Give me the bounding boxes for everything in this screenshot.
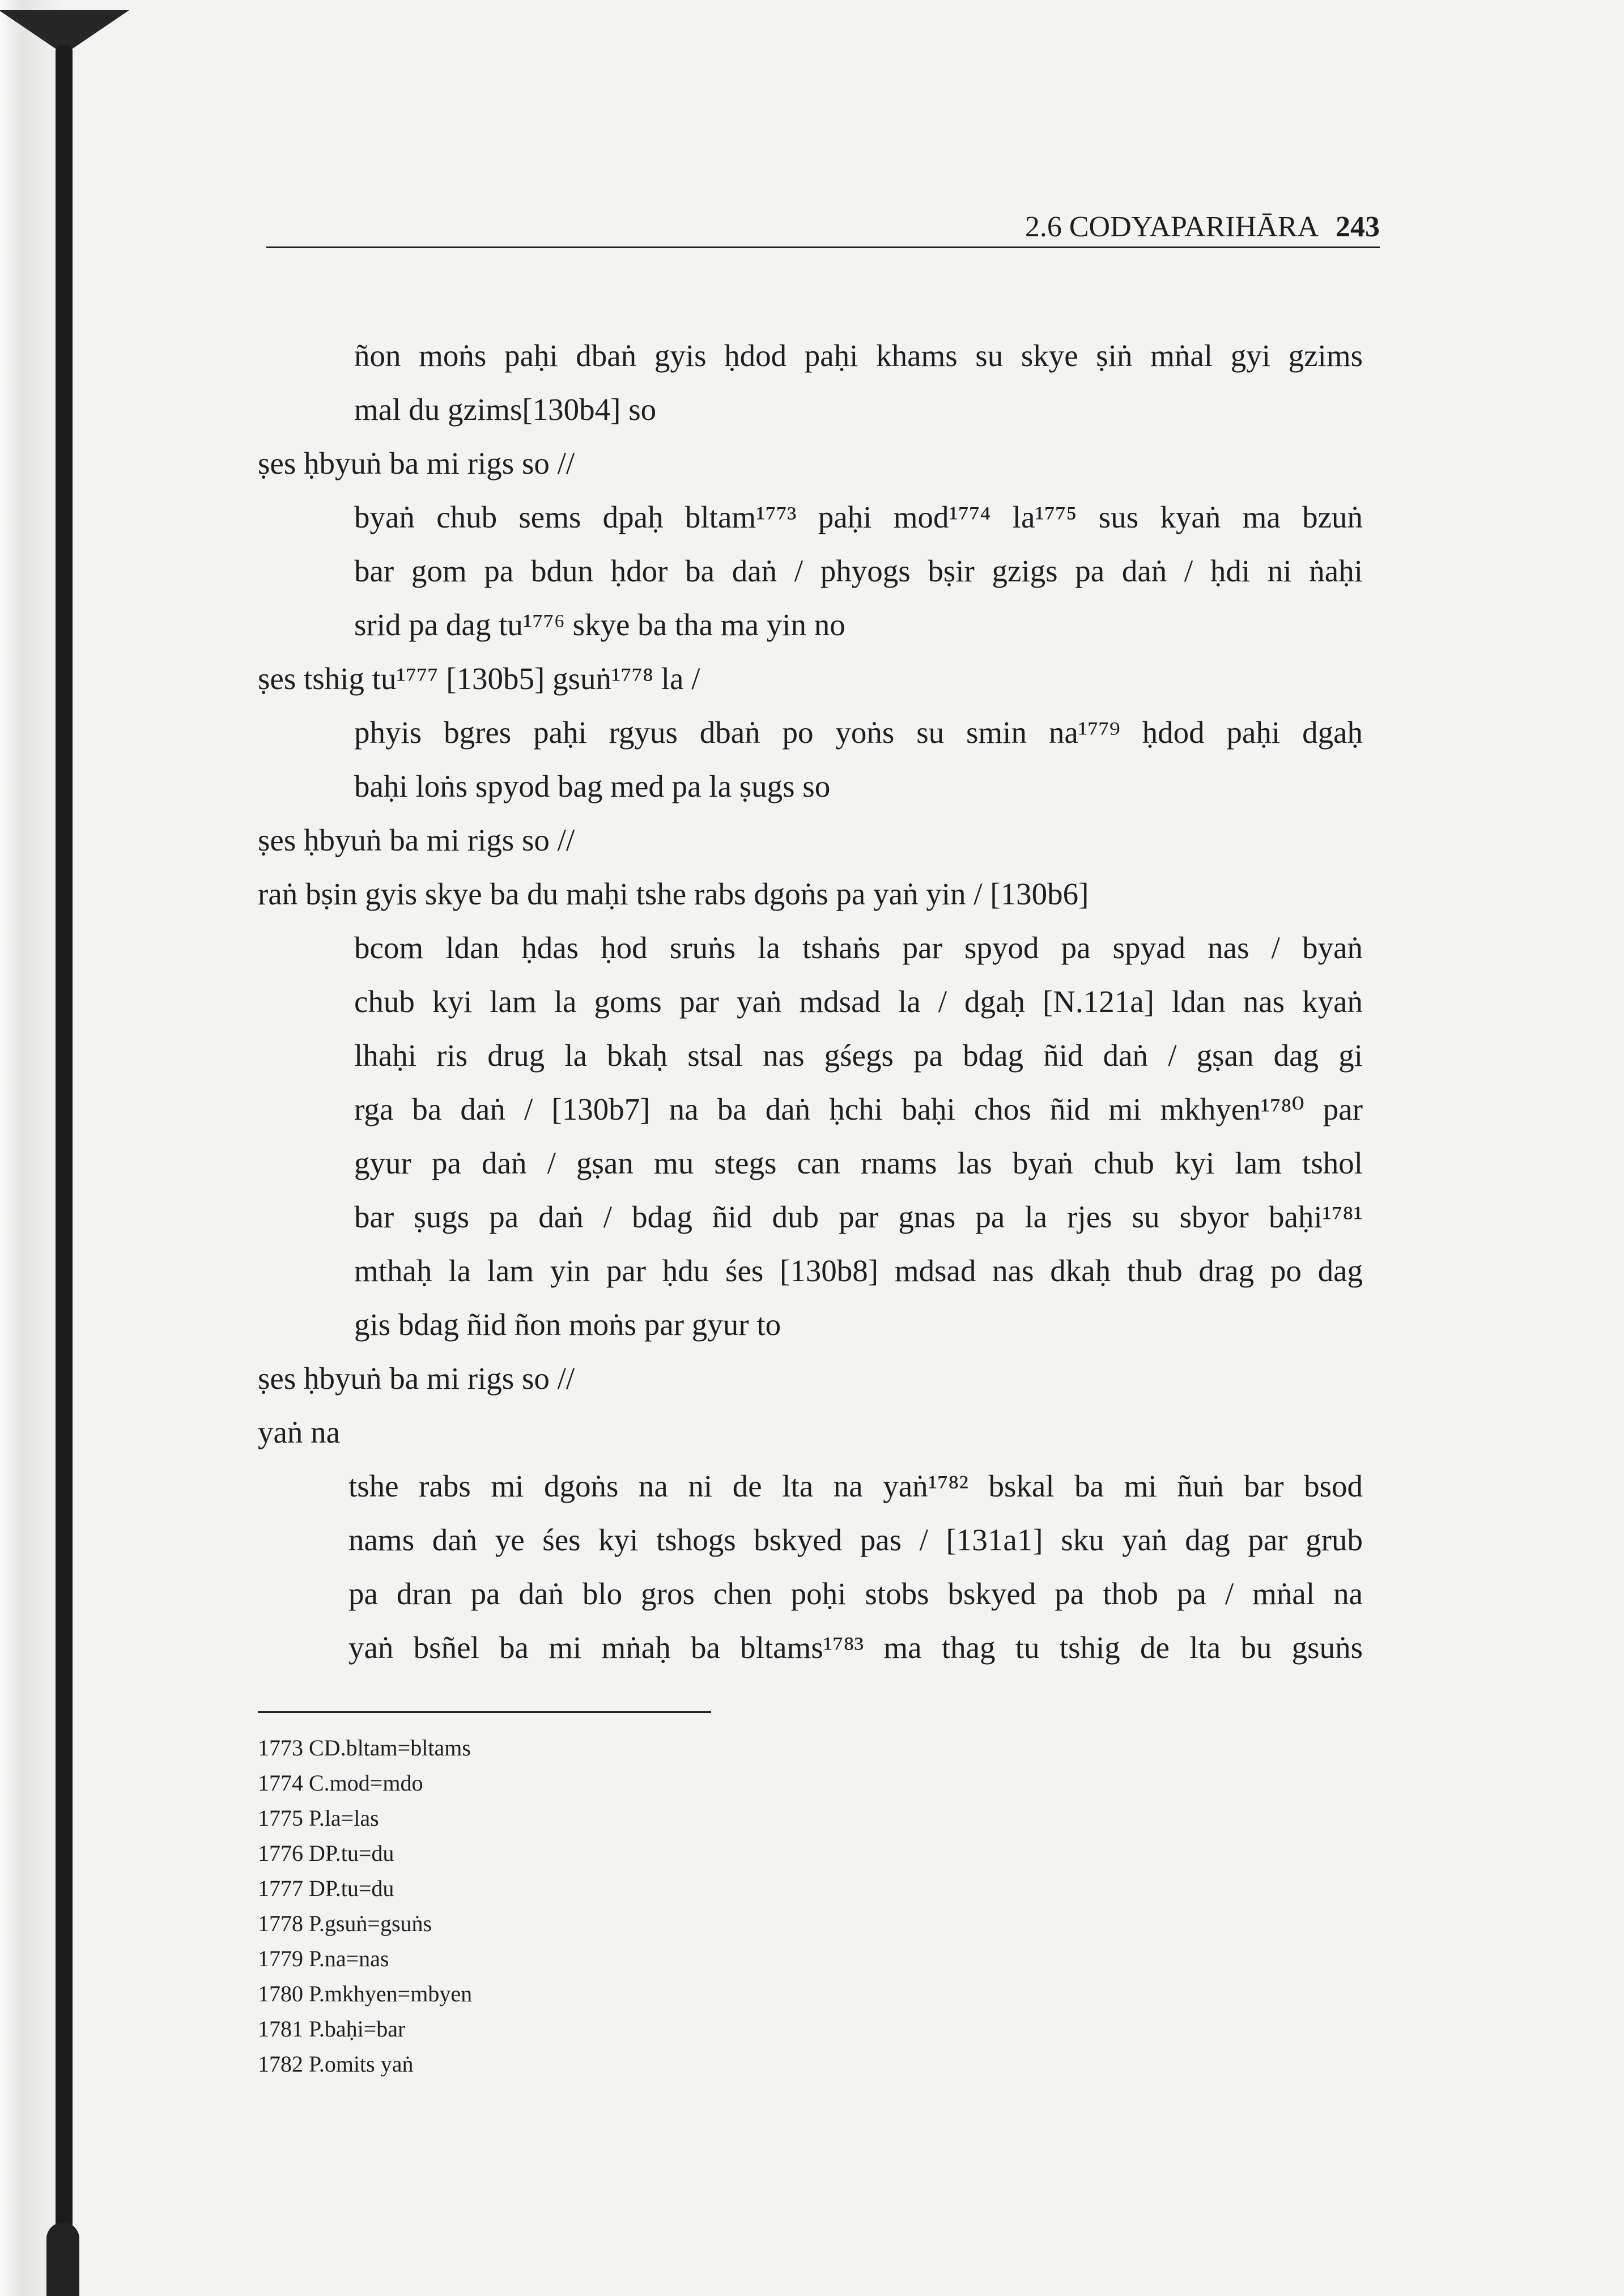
text-line: phyis bgres paḥi rgyus dbaṅ po yoṅs su smin na¹⁷⁷⁹ ḥdod paḥi dgaḥ: [354, 716, 1363, 750]
footnote: 1776 DP.tu=du: [258, 1840, 394, 1866]
text-line: raṅ bṣin gyis skye ba du maḥi tshe rabs dgoṅs pa yaṅ yin / [130b6]: [258, 877, 1089, 911]
footnote: 1780 P.mkhyen=mbyen: [258, 1981, 473, 2006]
running-header-text: [1025, 210, 1380, 245]
text-line: bar gom pa bdun ḥdor ba daṅ / phyogs bṣir gzigs pa daṅ / ḥdi ni ṅaḥi: [354, 554, 1363, 588]
book-binding-edge: [0, 0, 63, 2296]
page-number: 243: [1336, 211, 1380, 243]
footnote: 1781 P.baḥi=bar: [258, 2016, 406, 2042]
footnote: 1778 P.gsuṅ=gsuṅs: [258, 1911, 432, 1936]
footnote: 1773 CD.bltam=bltams: [258, 1735, 471, 1761]
text-line: ṣes tshig tu¹⁷⁷⁷ [130b5] gsuṅ¹⁷⁷⁸ la /: [258, 662, 700, 696]
footnote: 1782 P.omits yaṅ: [258, 2051, 414, 2077]
text-line: chub kyi lam la goms par yaṅ mdsad la / dgaḥ [N.121a] ldan nas kyaṅ: [354, 985, 1363, 1019]
footnote-rule: [258, 1711, 711, 1713]
text-line: bcom ldan ḥdas ḥod sruṅs la tshaṅs par spyod pa spyad nas / byaṅ: [354, 931, 1363, 965]
running-header: [266, 210, 1380, 245]
text-line: yaṅ na: [258, 1415, 341, 1449]
text-line: lhaḥi ris drug la bkaḥ stsal nas gśegs pa bdag ñid daṅ / gṣan dag gi: [354, 1039, 1363, 1073]
text-line: gyur pa daṅ / gṣan mu stegs can rnams las byaṅ chub kyi lam tshol: [354, 1146, 1363, 1180]
text-line: mthaḥ la lam yin par ḥdu śes [130b8] mdsad nas dkaḥ thub drag po dag: [354, 1254, 1363, 1288]
text-line: pa dran pa daṅ blo gros chen poḥi stobs bskyed pa thob pa / mṅal na: [348, 1577, 1363, 1611]
text-line: ṣes ḥbyuṅ ba mi rigs so //: [258, 447, 575, 481]
text-line: gis bdag ñid ñon moṅs par gyur to: [354, 1308, 781, 1342]
text-line: yaṅ bsñel ba mi mṅaḥ ba bltams¹⁷⁸³ ma thag tu tshig de lta bu gsuṅs: [348, 1631, 1363, 1665]
header-rule: [266, 246, 1380, 248]
footnote: 1774 C.mod=mdo: [258, 1770, 423, 1796]
binding-bottom-clip: [46, 2222, 79, 2296]
text-line: baḥi loṅs spyod bag med pa la ṣugs so: [354, 769, 831, 803]
text-line: bar ṣugs pa daṅ / bdag ñid dub par gnas pa la rjes su sbyor baḥi¹⁷⁸¹: [354, 1200, 1363, 1234]
text-line: byaṅ chub sems dpaḥ bltam¹⁷⁷³ paḥi mod¹⁷⁷⁴ la¹⁷⁷⁵ sus kyaṅ ma bzuṅ: [354, 500, 1363, 534]
footnote: 1775 P.la=las: [258, 1805, 379, 1831]
section-title: 2.6 CODYAPARIHĀRA: [1024, 211, 1319, 243]
text-line: ṣes ḥbyuṅ ba mi rigs so //: [258, 823, 575, 857]
binding-spine: [56, 45, 73, 2272]
footnote: 1777 DP.tu=du: [258, 1876, 394, 1901]
text-line: srid pa dag tu¹⁷⁷⁶ skye ba tha ma yin no: [354, 608, 845, 642]
text-line: mal du gzims[130b4] so: [354, 393, 657, 427]
text-line: tshe rabs mi dgoṅs na ni de lta na yaṅ¹⁷⁸² bskal ba mi ñuṅ bar bsod: [348, 1469, 1363, 1503]
text-line: nams daṅ ye śes kyi tshogs bskyed pas / [131a1] sku yaṅ dag par grub: [348, 1523, 1363, 1557]
text-line: rga ba daṅ / [130b7] na ba daṅ ḥchi baḥi chos ñid mi mkhyen¹⁷⁸⁰ par: [354, 1092, 1363, 1126]
text-line: ṣes ḥbyuṅ ba mi rigs so //: [258, 1362, 575, 1396]
text-line: ñon moṅs paḥi dbaṅ gyis ḥdod paḥi khams su skye ṣiṅ mṅal gyi gzims: [354, 339, 1363, 373]
footnote: 1779 P.na=nas: [258, 1946, 389, 1971]
